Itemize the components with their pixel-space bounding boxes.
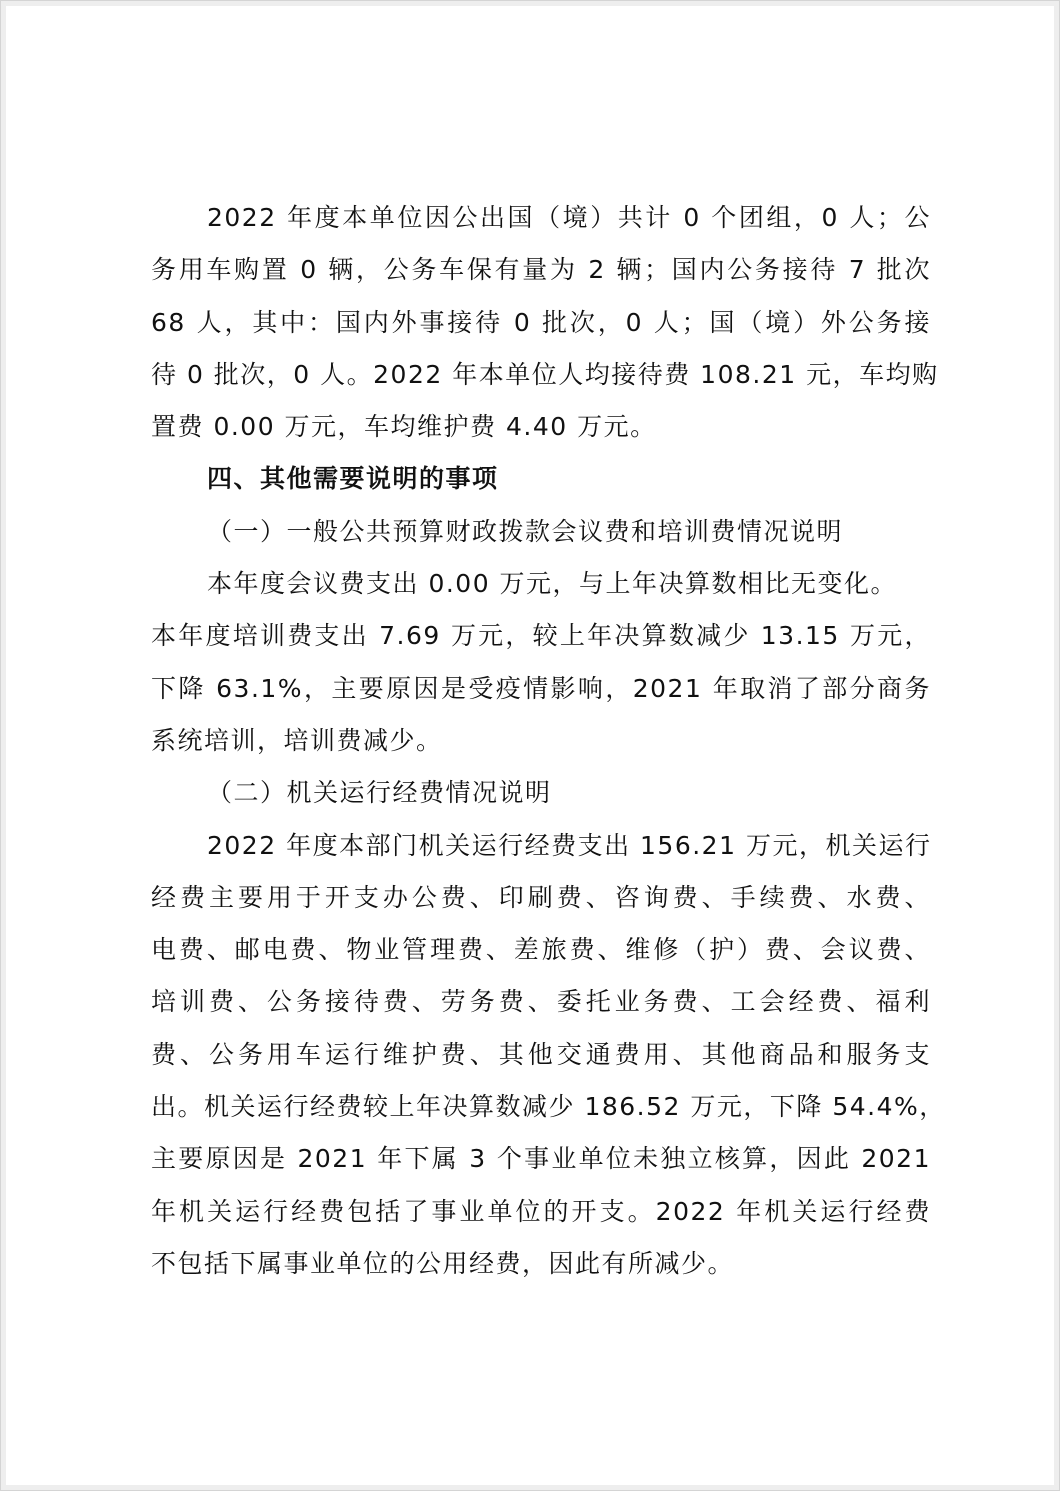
text-line: 电费、邮电费、物业管理费、差旅费、维修（护）费、会议费、 (151, 935, 931, 965)
text-line: 务用车购置 0 辆，公务车保有量为 2 辆；国内公务接待 7 批次 (151, 255, 931, 285)
subsection-heading-meeting-training: （一）一般公共预算财政拨款会议费和培训费情况说明 (207, 516, 844, 546)
paragraph-operating-expense (151, 820, 946, 1291)
text-line: 本年度会议费支出 0.00 万元，与上年决算数相比无变化。 (207, 569, 898, 599)
text-line: 68 人，其中：国内外事接待 0 批次，0 人；国（境）外公务接 (151, 307, 931, 337)
text-line: 系统培训，培训费减少。 (151, 725, 443, 755)
text-line: 经费主要用于开支办公费、印刷费、咨询费、手续费、水费、 (151, 882, 931, 912)
text-line: 年机关运行经费包括了事业单位的开支。2022 年机关运行经费 (151, 1196, 931, 1226)
text-line: 2022 年度本部门机关运行经费支出 156.21 万元，机关运行 (207, 830, 932, 860)
text-line: 下降 63.1%，主要原因是受疫情影响，2021 年取消了部分商务 (151, 673, 931, 703)
paragraph-overseas-vehicle-reception (151, 192, 939, 453)
text-line: 置费 0.00 万元，车均维护费 4.40 万元。 (151, 412, 657, 442)
text-line: 培训费、公务接待费、劳务费、委托业务费、工会经费、福利 (151, 987, 931, 1017)
text-line: 待 0 批次，0 人。2022 年本单位人均接待费 108.21 元，车均购 (151, 359, 939, 389)
document-body (151, 192, 946, 1290)
text-line: 主要原因是 2021 年下属 3 个事业单位未独立核算，因此 2021 (151, 1144, 931, 1174)
paragraph-training-expense (151, 610, 931, 767)
text-line: 2022 年度本单位因公出国（境）共计 0 个团组，0 人；公 (207, 203, 931, 232)
section-heading-other-matters: 四、其他需要说明的事项 (207, 464, 499, 494)
subsection-heading-operating-expense: （二）机关运行经费情况说明 (207, 778, 552, 808)
paragraph-meeting-expense (151, 558, 931, 610)
text-line: 费、公务用车运行维护费、其他交通费用、其他商品和服务支 (151, 1039, 931, 1069)
text-line: 出。机关运行经费较上年决算数减少 186.52 万元，下降 54.4%， (151, 1092, 946, 1122)
text-line: 本年度培训费支出 7.69 万元，较上年决算数减少 13.15 万元， (151, 621, 931, 651)
text-line: 不包括下属事业单位的公用经费，因此有所减少。 (151, 1248, 735, 1278)
